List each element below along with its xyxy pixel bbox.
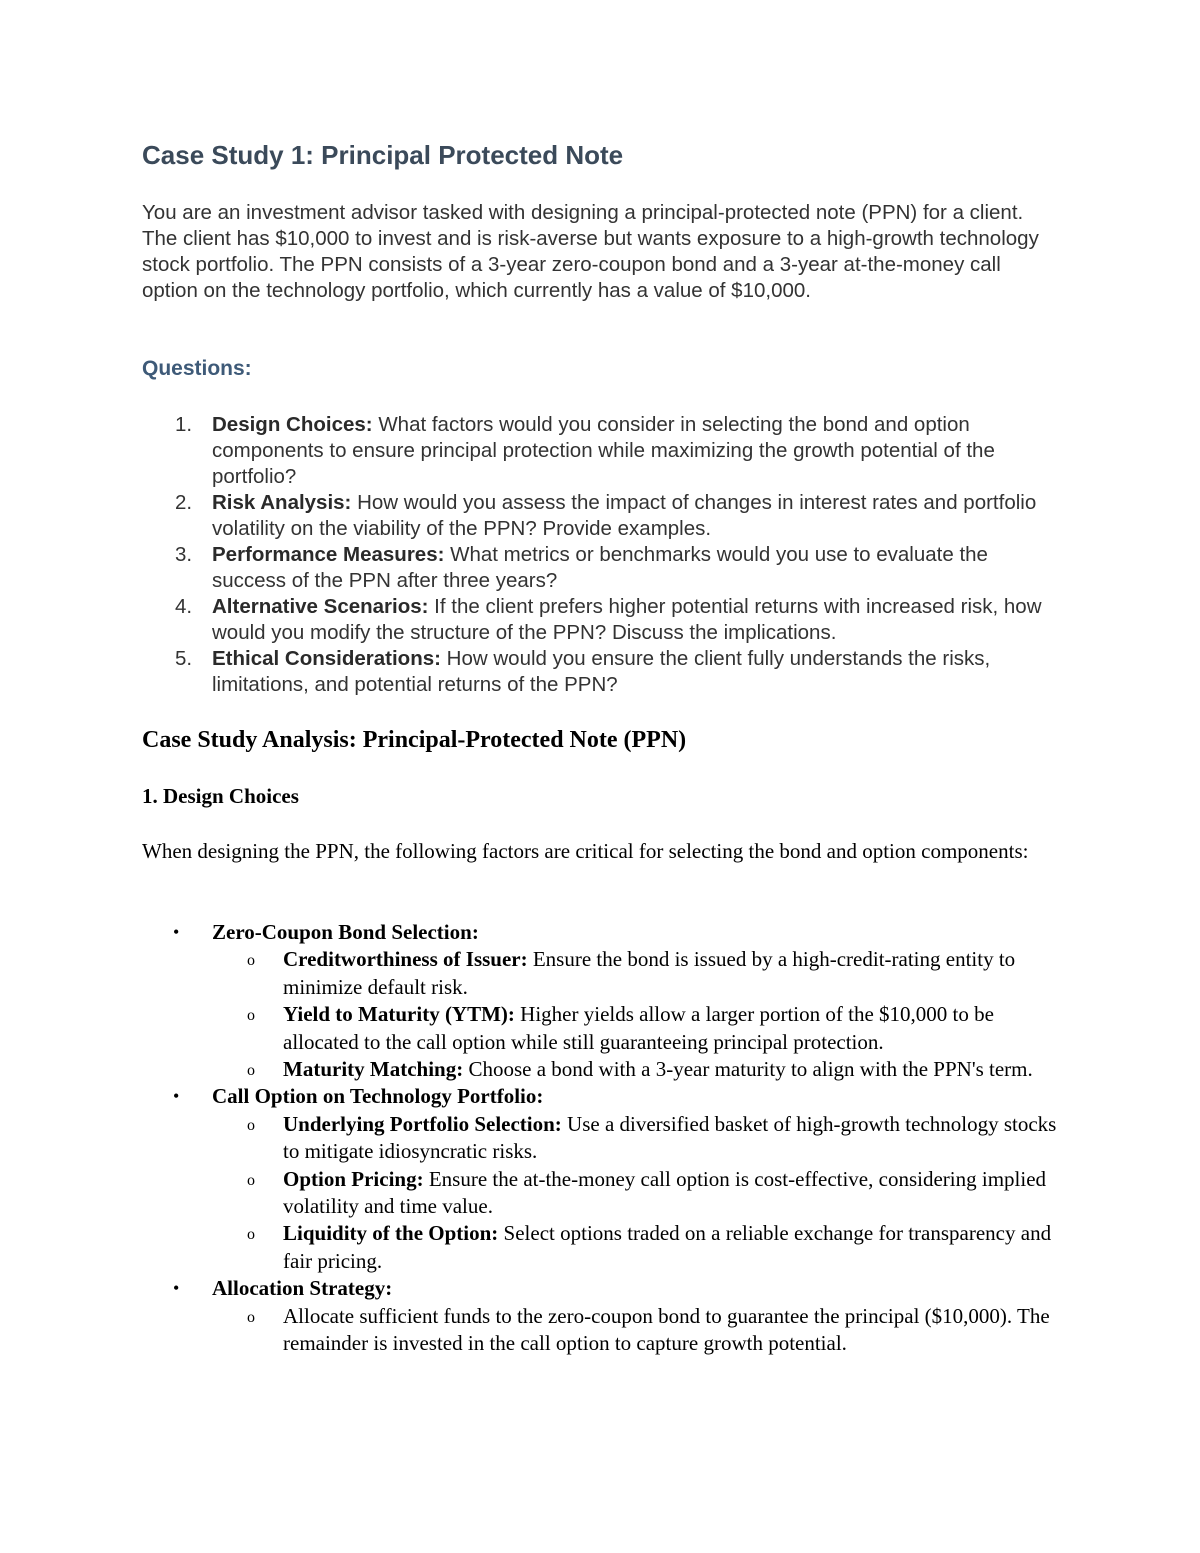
sub-item [212,1166,1072,1221]
sub-list [212,1111,1072,1275]
sub-item [212,1220,1072,1275]
sub-item-text: Allocate sufficient funds to the zero-coupon bond to guarantee the principal ($10,000). The remainder is invested in the call option to capture growth potential. [283,1303,1050,1356]
question-number: 4. [175,595,193,618]
sub-bullet-icon: o [247,1116,255,1134]
case-study-title: Case Study 1: Principal Protected Note [142,140,624,170]
question-label: Design Choices: [212,413,373,436]
question-label: Alternative Scenarios: [212,595,429,618]
design-factors-list [142,919,1072,1358]
sub-item-label: Yield to Maturity (YTM): [283,1002,515,1027]
analysis-title: Case Study Analysis: Principal-Protected Note (PPN) [142,727,687,753]
sub-bullet-icon: o [247,952,255,970]
group-heading: Zero-Coupon Bond Selection: [212,920,479,944]
sub-item-label: Option Pricing: [283,1166,424,1191]
question-label: Performance Measures: [212,543,445,566]
question-item [142,542,1062,594]
question-text: What metrics or benchmarks would you use to evaluate the success of the PPN after three years? [212,543,988,592]
sub-list [212,1303,1072,1358]
section-intro: When designing the PPN, the following factors are critical for selecting the bond and option components: [142,839,1029,863]
bullet-group-call-option [142,1083,1072,1275]
question-number: 5. [175,647,193,670]
sub-bullet-icon: o [247,1308,255,1326]
question-item [142,490,1062,542]
sub-item-text: Higher yields allow a larger portion of the $10,000 to be allocated to the call option while still guaranteeing principal protection. [283,1002,994,1054]
sub-item-label: Liquidity of the Option: [283,1221,499,1246]
question-item [142,412,1062,490]
sub-item-label: Underlying Portfolio Selection: [283,1111,562,1136]
question-text: How would you assess the impact of changes in interest rates and portfolio volatility on the viability of the PPN? Provide examples. [212,491,1037,540]
group-heading: Call Option on Technology Portfolio: [212,1084,544,1109]
question-number: 1. [175,413,193,436]
group-heading: Allocation Strategy: [212,1276,393,1301]
sub-item [212,1001,1072,1056]
question-item [142,594,1062,646]
sub-item-text: Ensure the at-the-money call option is cost-effective, considering implied volatility and time value. [283,1166,1047,1219]
sub-bullet-icon: o [247,1226,255,1244]
sub-bullet-icon: o [247,1007,255,1025]
question-text: If the client prefers higher potential returns with increased risk, how would you modify the structure of the PPN? Discuss the implications. [212,595,1042,644]
question-text: How would you ensure the client fully understands the risks, limitations, and potential returns of the PPN? [212,647,991,696]
question-label: Risk Analysis: [212,491,352,514]
sub-item-text: Use a diversified basket of high-growth technology stocks to mitigate idiosyncratic risks. [283,1111,1057,1164]
sub-item-text: Choose a bond with a 3-year maturity to align with the PPN's term. [463,1057,1033,1082]
bullet-icon: • [173,1278,180,1299]
sub-item [212,1303,1072,1358]
bullet-group-allocation [142,1275,1072,1357]
sub-item-text: Select options traded on a reliable exchange for transparency and fair pricing. [283,1221,1052,1273]
sub-item-label: Creditworthiness of Issuer: [283,947,528,972]
sub-item-label: Maturity Matching: [283,1057,464,1082]
sub-item-text: Ensure the bond is issued by a high-credit-rating entity to minimize default risk. [283,947,1016,999]
question-number: 2. [175,491,193,514]
question-item [142,646,1062,698]
bullet-group-bond [142,919,1072,1083]
sub-list [212,946,1072,1083]
sub-bullet-icon: o [247,1171,255,1189]
bullet-icon: • [173,1086,180,1107]
questions-list [142,412,1062,698]
question-text: What factors would you consider in selecting the bond and option components to ensure principal protection while maximizing the growth potential of the portfolio? [212,413,995,488]
case-study-intro: You are an investment advisor tasked with designing a principal-protected note (PPN) for a client. The client has $10,000 to invest and is risk-averse but wants exposure to a high-growth technology stock portfolio. The PPN consists of a 3-year zero-coupon bond and a 3-year at-the-money call option on the technology portfolio, which currently has a value of $10,000. [142,201,1039,302]
question-number: 3. [175,543,193,566]
sub-item [212,1111,1072,1166]
sub-bullet-icon: o [247,1062,255,1080]
bullet-icon: • [173,922,180,942]
sub-item [212,946,1072,1001]
question-label: Ethical Considerations: [212,647,441,670]
sub-item [212,1056,1072,1083]
questions-heading: Questions: [142,357,252,380]
section-heading-design-choices: 1. Design Choices [142,784,299,808]
